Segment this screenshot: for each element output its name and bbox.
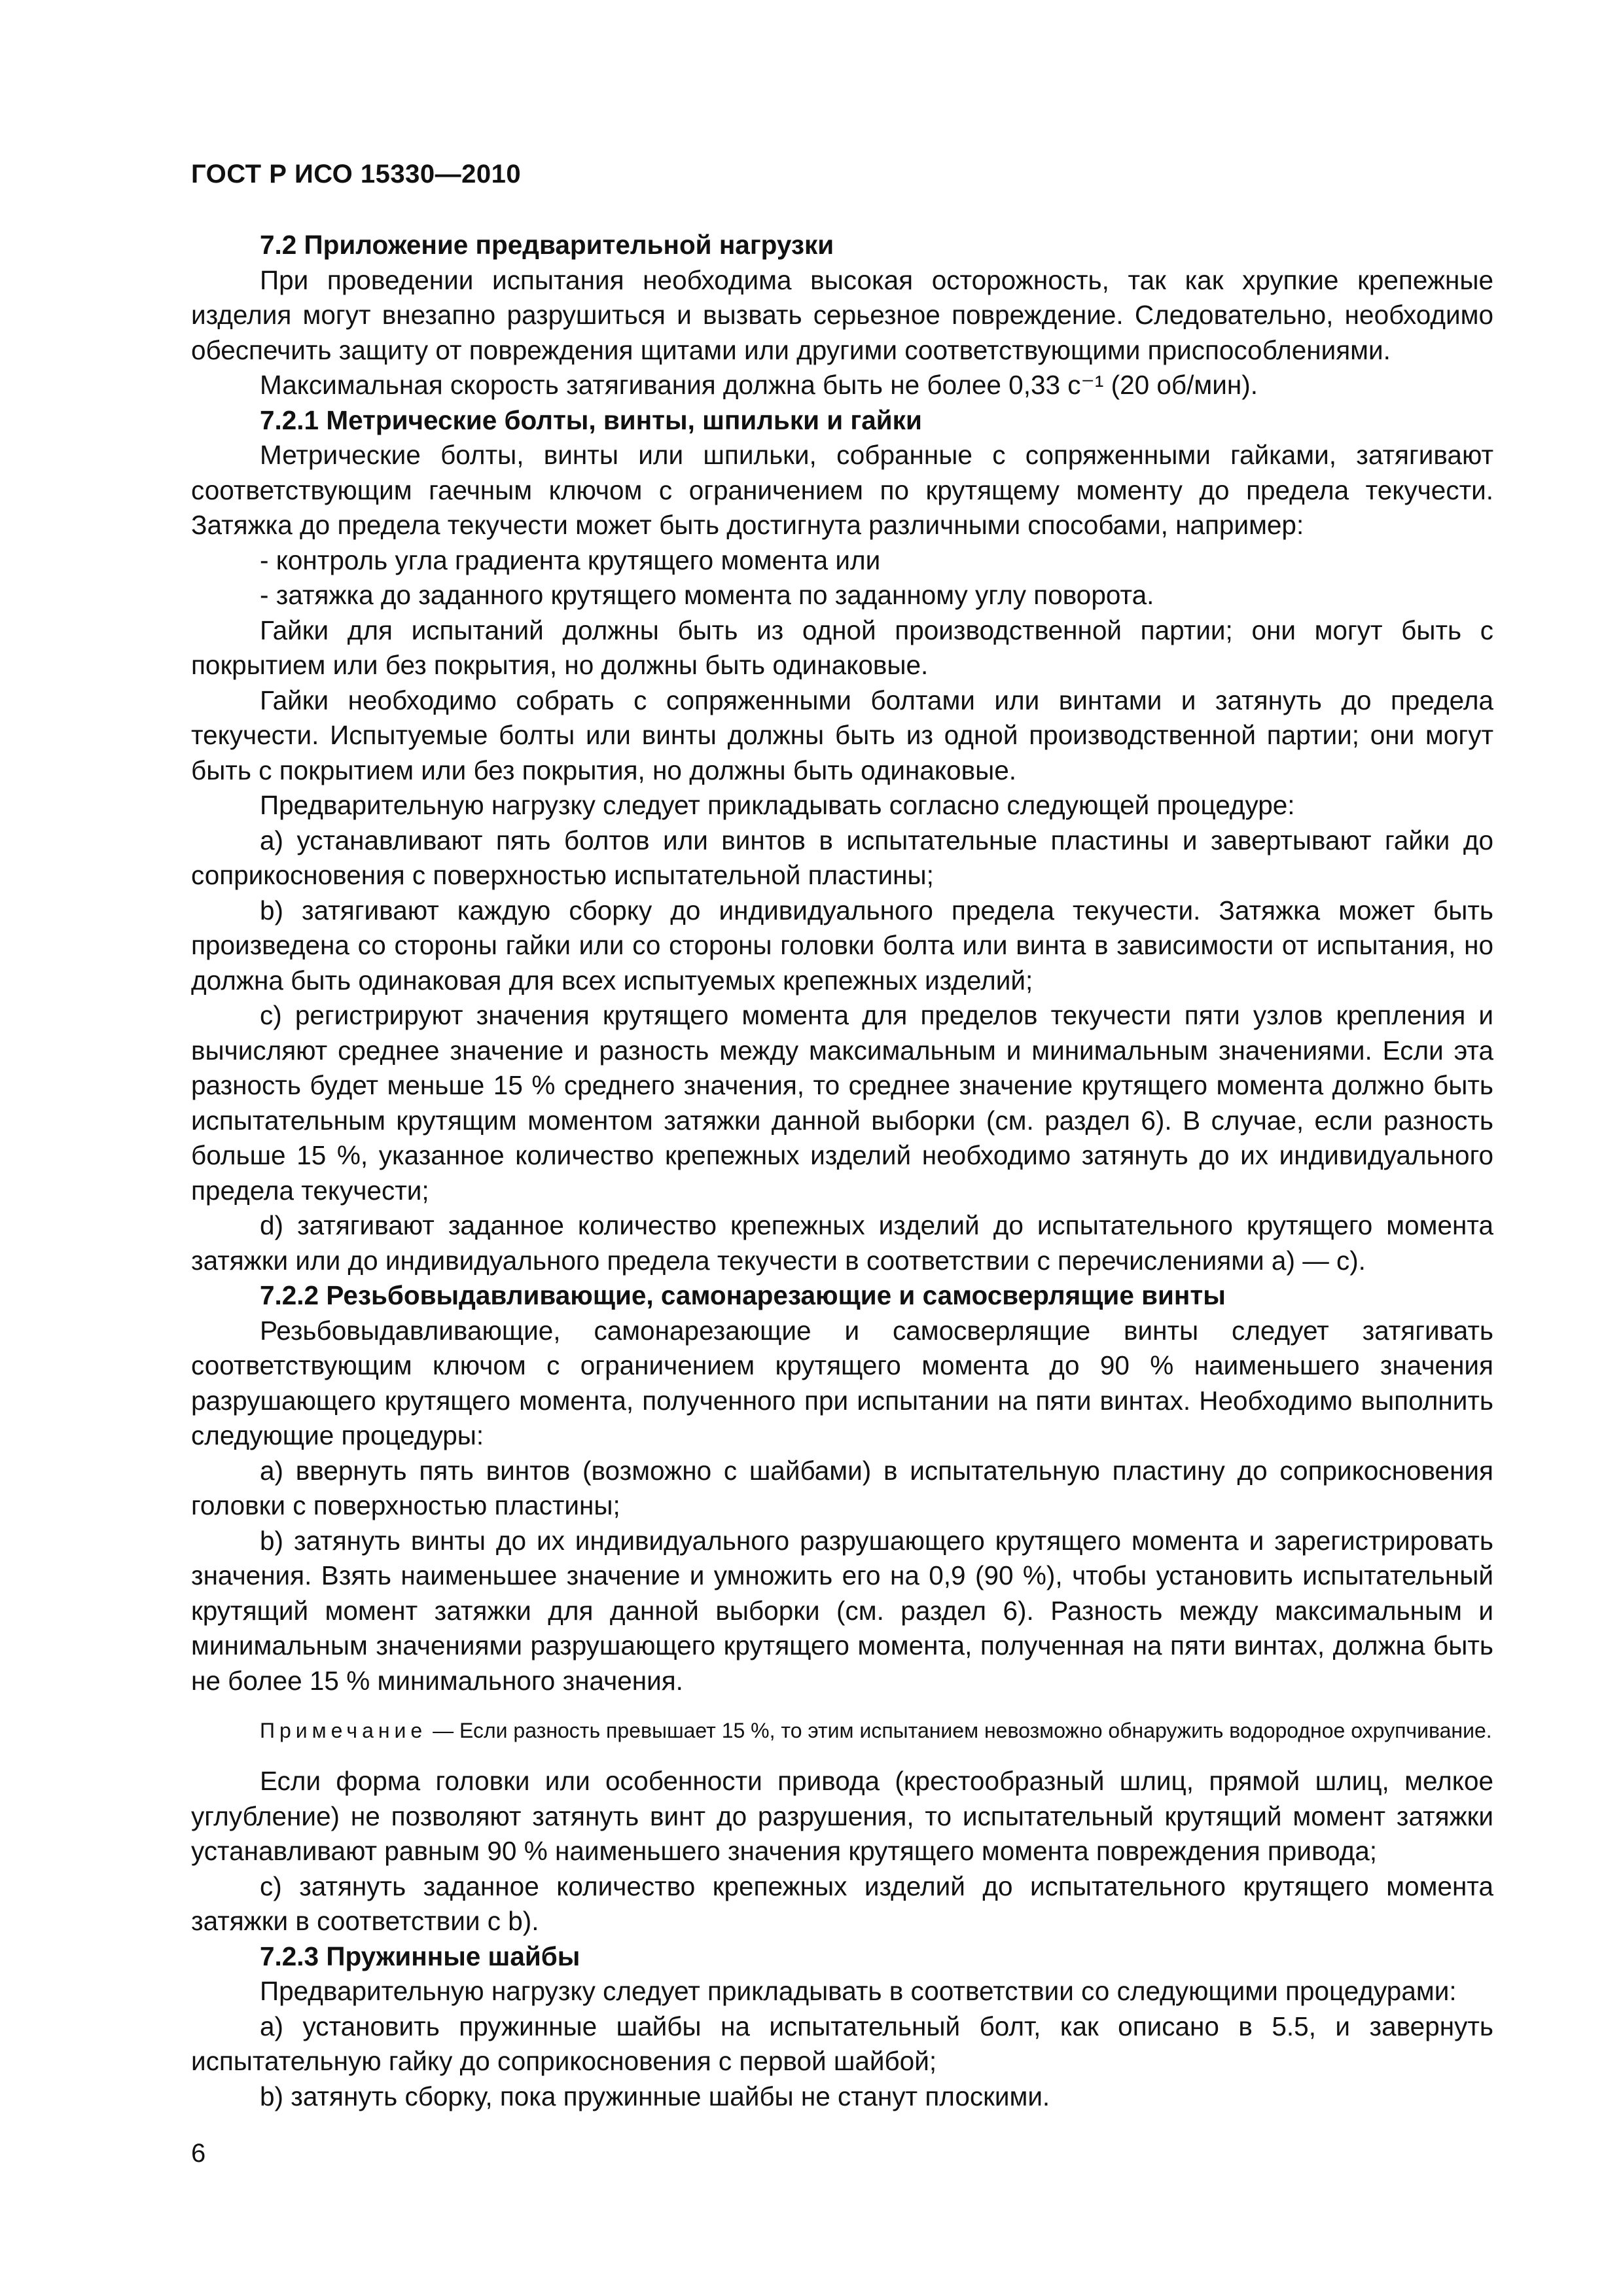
section-heading: 7.2.3 Пружинные шайбы — [260, 1941, 580, 1971]
paragraph: Метрические болты, винты или шпильки, собранные с сопряженными гайками, затягивают соответствующим гаечным ключом с ограничением по крутящему моменту до предела текучести. Затяжка до предела текучести может быть достигнута различными способами, например: — [191, 440, 1493, 540]
paragraph: Гайки для испытаний должны быть из одной производственной партии; они могут быть с покрытием или без покрытия, но должны быть одинаковые. — [191, 615, 1493, 680]
document-header: ГОСТ Р ИСО 15330—2010 — [191, 160, 522, 188]
note-text: — Если разность превышает 15 %, то этим испытанием невозможно обнаружить водородное охрупчивание. — [433, 1719, 1492, 1742]
section-heading: 7.2.1 Метрические болты, винты, шпильки и гайки — [260, 404, 922, 435]
list-item: - контроль угла градиента крутящего момента или — [260, 545, 881, 575]
list-item-c: c) затянуть заданное количество крепежных изделий до испытательного крутящего момента затяжки в соответствии с b). — [191, 1871, 1493, 1936]
page-number: 6 — [191, 2139, 206, 2168]
paragraph: При проведении испытания необходима высокая осторожность, так как хрупкие крепежные изделия могут внезапно разрушиться и вызвать серьезное повреждение. Следовательно, необходимо обеспечить защиту от повреждения щитами или другими соответствующими приспособлениями. — [191, 264, 1493, 365]
paragraph: Предварительную нагрузку следует прикладывать в соответствии со следующими процедурами: — [260, 1976, 1457, 2006]
paragraph: Гайки необходимо собрать с сопряженными болтами или винтами и затянуть до предела текучести. Испытуемые болты или винты должны быть из одной производственной партии; они могут быть с покрытием или без покрытия, но должны быть одинаковые. — [191, 685, 1493, 785]
section-heading: 7.2 Приложение предварительной нагрузки — [260, 230, 834, 260]
list-item: - затяжка до заданного крутящего момента по заданному углу поворота. — [260, 580, 1154, 610]
list-item-c: c) регистрируют значения крутящего момента для пределов текучести пяти узлов крепления и вычисляют среднее значение и разность между максимальным и минимальным значениями. Если эта разность будет меньше 15 % среднего значения, то среднее значение крутящего момента должно быть испытательным крутящим моментом затяжки данной выборки (см. раздел 6). В случае, если разность больше 15 %, указанное количество крепежных изделий необходимо затянуть до их индивидуального предела текучести; — [191, 1000, 1493, 1206]
list-item-d: d) затягивают заданное количество крепежных изделий до испытательного крутящего момента затяжки или до индивидуального предела текучести в соответствии с перечислениями а) — с). — [191, 1210, 1493, 1276]
document-body — [191, 228, 1493, 2114]
note-label: Примечание — [260, 1719, 427, 1742]
list-item-b: b) затягивают каждую сборку до индивидуального предела текучести. Затяжка может быть произведена со стороны гайки или со стороны головки болта или винта в зависимости от испытания, но должна быть одинаковая для всех испытуемых крепежных изделий; — [191, 895, 1493, 996]
list-item-a: a) устанавливают пять болтов или винтов в испытательные пластины и завертывают гайки до соприкосновения с поверхностью испытательной пластины; — [191, 825, 1493, 890]
list-item-a: a) установить пружинные шайбы на испытательный болт, как описано в 5.5, и завернуть испытательную гайку до соприкосновения с первой шайбой; — [191, 2011, 1493, 2076]
paragraph: Максимальная скорость затягивания должна быть не более 0,33 с⁻¹ (20 об/мин). — [260, 370, 1258, 400]
section-heading: 7.2.2 Резьбовыдавливающие, самонарезающие и самосверлящие винты — [260, 1280, 1226, 1310]
list-item-b: b) затянуть винты до их индивидуального разрушающего крутящего момента и зарегистрировать значения. Взять наименьшее значение и умножить его на 0,9 (90 %), чтобы установить испытательный крутящий момент затяжки для данной выборки (см. раздел 6). Разность между максимальным и минимальным значениями разрушающего крутящего момента, полученная на пяти винтах, должна быть не более 15 % минимального значения. — [191, 1525, 1493, 1696]
paragraph: Предварительную нагрузку следует прикладывать согласно следующей процедуре: — [260, 790, 1295, 820]
list-item-a: a) ввернуть пять винтов (возможно с шайбами) в испытательную пластину до соприкосновения головки с поверхностью пластины; — [191, 1455, 1493, 1520]
paragraph: Если форма головки или особенности привода (крестообразный шлиц, прямой шлиц, мелкое углубление) не позволяют затянуть винт до разрушения, то испытательный крутящий момент затяжки устанавливают равным 90 % наименьшего значения крутящего момента повреждения привода; — [191, 1766, 1493, 1866]
list-item-b: b) затянуть сборку, пока пружинные шайбы не станут плоскими. — [260, 2081, 1050, 2111]
paragraph: Резьбовыдавливающие, самонарезающие и самосверлящие винты следует затягивать соответствующим ключом с ограничением крутящего момента до 90 % наименьшего значения разрушающего крутящего момента, полученного при испытании на пяти винтах. Необходимо выполнить следующие процедуры: — [191, 1315, 1493, 1450]
note — [191, 1717, 1493, 1744]
